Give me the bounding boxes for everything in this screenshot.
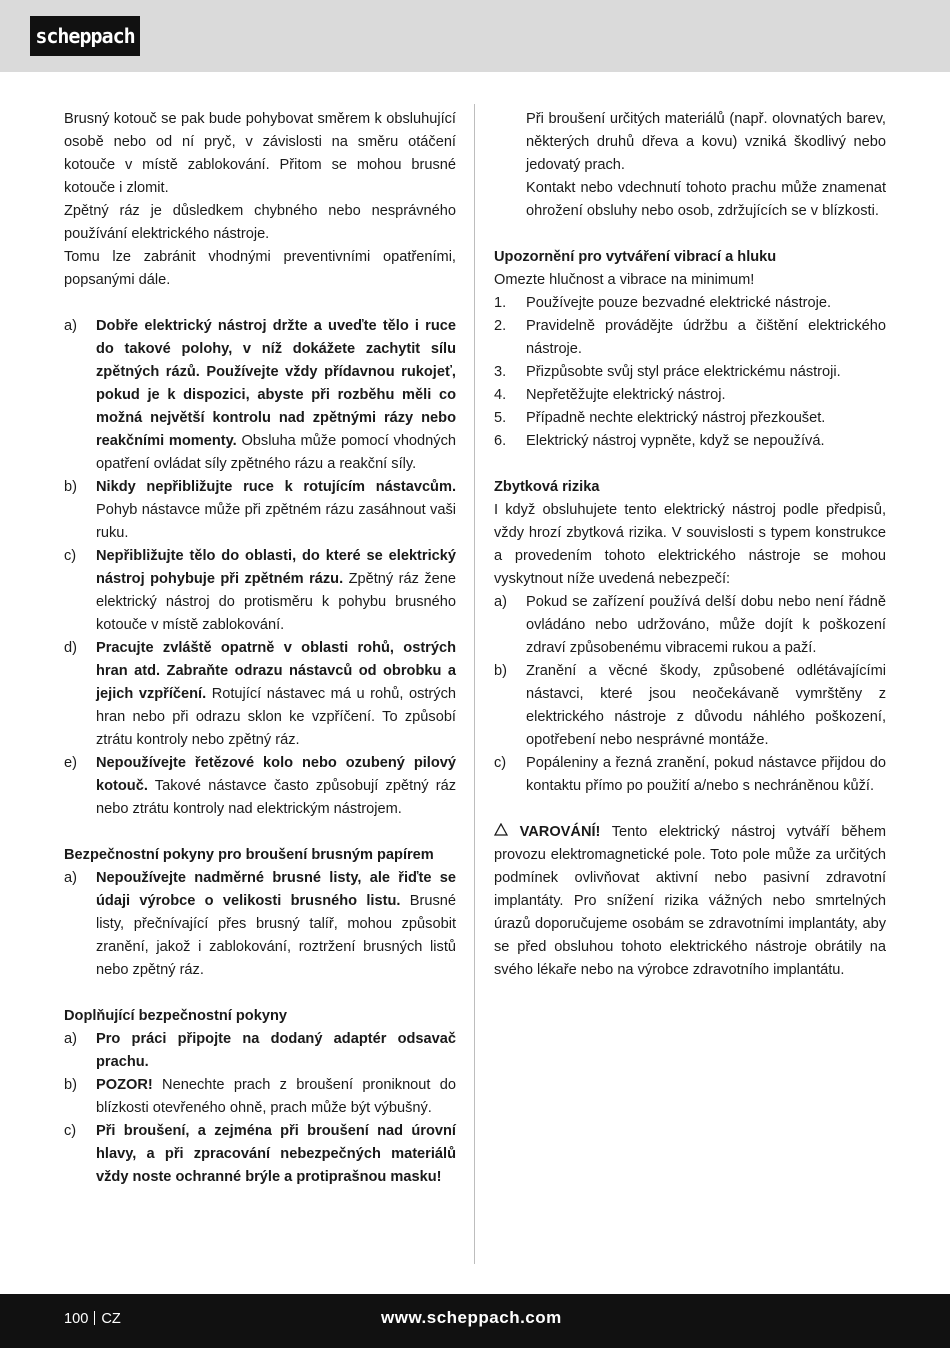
- page-header: [0, 0, 950, 72]
- list-item: a) Dobře elektrický nástroj držte a uveďte tělo i ruce do takové polohy, v níž dokážete zachytit sílu zpětných rázů. Používejte vždy přídavnou rukojeť, pokud je k dispozici, abyste při rozběhu měli co možná největší kontrolu nad zpětnými rázy nebo reakčními momenty. Obsluha může pomocí vhodných opatření ovládat síly zpětného rázu a reakční síly.: [64, 318, 456, 472]
- list-item: b) Zranění a věcné škody, způsobené odlétávajícími nástavci, které jsou neočekávaně vymrštěny z elektrického nástroje z důvodu náhlého poškození, opotřebení nebo nesprávné montáže.: [494, 663, 886, 748]
- list-item: c) Při broušení, a zejména při broušení nad úrovní hlavy, a při zpracování nebezpečných materiálů vždy noste ochranné brýle a protiprašnou masku!: [64, 1123, 456, 1185]
- warning-text: Tento elektrický nástroj vytváří během provozu elektromagnetické pole. Toto pole může za určitých podmínek ovlivňovat aktivní nebo pasivní zdravotní implantáty. Pro snížení rizika vážných nebo smrtelných úrazů doporučujeme osobám se zdravotními implantáty, aby se před obsluhou tohoto elektrického nástroje obrátily na svého lékaře nebo na výrobce zdravotního implantátu.: [494, 824, 886, 978]
- intro-paragraph-2: Zpětný ráz je důsledkem chybného nebo nesprávného používání elektrického nástroje.: [64, 203, 456, 242]
- list-item: 1. Používejte pouze bezvadné elektrické nástroje.: [494, 295, 832, 311]
- list-item: 3. Přizpůsobte svůj styl práce elektrickému nástroji.: [494, 364, 841, 380]
- left-column: [64, 108, 456, 1189]
- right-column: [494, 108, 886, 982]
- scheppach-logo: scheppach: [30, 16, 140, 56]
- warning-paragraph: [494, 821, 886, 982]
- page-number: 100 CZ: [64, 1311, 121, 1327]
- dust-paragraph-1: Při broušení určitých materiálů (např. olovnatých barev, některých druhů dřeva a kovu) vzniká škodlivý nebo jedovatý prach.: [526, 111, 886, 173]
- list-item: b) POZOR! Nenechte prach z broušení proniknout do blízkosti otevřeného ohně, prach může být výbušný.: [64, 1077, 456, 1116]
- vibration-intro: Omezte hlučnost a vibrace na minimum!: [494, 272, 755, 288]
- list-item: a) Nepoužívejte nadměrné brusné listy, ale řiďte se údaji výrobce o velikosti brusného listu. Brusné listy, přečnívající přes brusný talíř, mohou způsobit zranění, jakož i zablokování, roztržení brusných listů nebo zpětný ráz.: [64, 870, 456, 978]
- dust-paragraph-2: Kontakt nebo vdechnutí tohoto prachu může znamenat ohrožení obsluhy nebo osob, zdržujících se v blízkosti.: [526, 180, 886, 219]
- list-item: a) Pokud se zařízení používá delší dobu nebo není řádně ovládáno nebo udržováno, může dojít k poškození zdraví způsobenému vibracemi rukou a paží.: [494, 594, 886, 656]
- list-item: c) Popáleniny a řezná zranění, pokud nástavce přijdou do kontaktu přímo po použití a/nebo s nechráněnou kůží.: [494, 755, 886, 794]
- residual-risk-heading: Zbytková rizika: [494, 479, 600, 495]
- intro-paragraph-3: Tomu lze zabránit vhodnými preventivními opatřeními, popsanými dále.: [64, 249, 456, 288]
- vibration-heading: Upozornění pro vytváření vibrací a hluku: [494, 249, 777, 265]
- page-footer: [0, 1294, 950, 1348]
- intro-paragraph-1: Brusný kotouč se pak bude pohybovat směrem k obsluhující osobě nebo od ní pryč, v závislosti na směru otáčení kotouče v místě zablokování. Přitom se mohou brusné kotouče i zlomit.: [64, 111, 456, 196]
- residual-risk-intro: I když obsluhujete tento elektrický nástroj podle předpisů, vždy hrozí zbytková rizika. V souvislosti s typem konstrukce a provedením tohoto elektrického nástroje se mohou vyskytnout níže uvedená nebezpečí:: [494, 502, 886, 587]
- sanding-heading: Bezpečnostní pokyny pro broušení brusným papírem: [64, 847, 434, 863]
- warning-triangle-icon: [494, 821, 508, 844]
- list-item: 4. Nepřetěžujte elektrický nástroj.: [494, 387, 726, 403]
- list-item: 2. Pravidelně provádějte údržbu a čištění elektrického nástroje.: [494, 318, 886, 357]
- footer-url[interactable]: www.scheppach.com: [381, 1308, 562, 1327]
- list-item: 6. Elektrický nástroj vypněte, když se nepoužívá.: [494, 433, 825, 449]
- list-item: 5. Případně nechte elektrický nástroj přezkoušet.: [494, 410, 826, 426]
- list-item: e) Nepoužívejte řetězové kolo nebo ozubený pilový kotouč. Takové nástavce často způsobují zpětný ráz nebo ztrátu kontroly nad elektrickým nástrojem.: [64, 755, 456, 817]
- warning-label: VAROVÁNÍ!: [519, 824, 601, 840]
- list-item: b) Nikdy nepřibližujte ruce k rotujícím nástavcům. Pohyb nástavce může při zpětném rázu zasáhnout vaši ruku.: [64, 479, 456, 541]
- list-item: d) Pracujte zvláště opatrně v oblasti rohů, ostrých hran atd. Zabraňte odrazu nástavců od obrobku a jejich vzpříčení. Rotující nástavec má u rohů, ostrých hran nebo při odrazu sklon ke vzpříčení. To způsobí ztrátu kontroly nebo zpětný ráz.: [64, 640, 456, 748]
- list-item: c) Nepřibližujte tělo do oblasti, do které se elektrický nástroj pohybuje při zpětném rázu. Zpětný ráz žene elektrický nástroj do protisměru k pohybu brusného kotouče v místě zablokování.: [64, 548, 456, 633]
- column-divider: [474, 104, 475, 1264]
- list-item: a) Pro práci připojte na dodaný adaptér odsavač prachu.: [64, 1031, 456, 1070]
- extra-heading: Doplňující bezpečnostní pokyny: [64, 1008, 287, 1024]
